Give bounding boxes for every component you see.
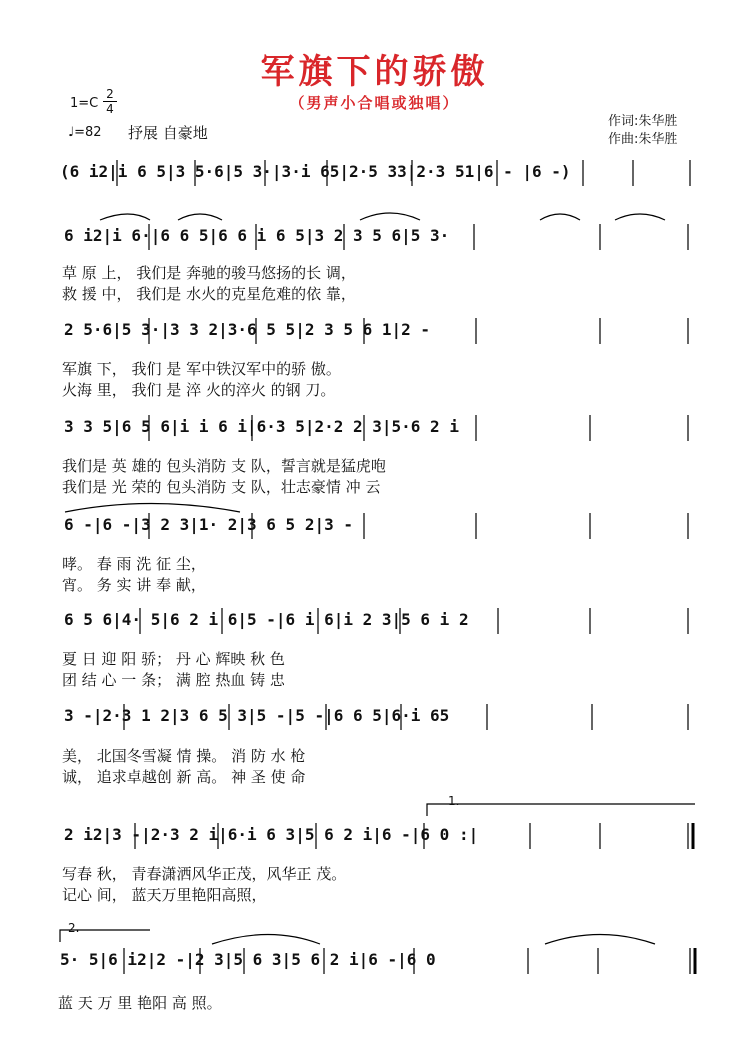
lyricist-credit: 作词:朱华胜 [608, 114, 678, 129]
volta-1-label: 1. [448, 794, 460, 808]
composer-credit: 作曲:朱华胜 [608, 132, 678, 147]
tempo-marking: ♩=82 [68, 125, 102, 140]
score-line-8-notes: 5· 5|6 i2|2 -|2 3|5 6 3|5 6 2 i|6 -|6 0 [60, 950, 436, 969]
score-line-8-lyric-1: 蓝 天 万 里 艳阳 高 照。 [58, 994, 222, 1012]
score-line-3-notes: 3 3 5|6 5 6|i i 6 i|6·3 5|2·2 2 3|5·6 2 i [64, 417, 459, 436]
score-line-5-notes: 6 5 6|4· 5|6 2 i 6|5 -|6 i 6|i 2 3|5 6 i 2 [64, 610, 469, 629]
key-signature: 1=C [70, 96, 99, 111]
time-bottom: 4 [103, 101, 117, 116]
score-line-1-notes: 6 i2|i 6·|6 6 5|6 6 i 6 5|3 2 3 5 6|5 3· [64, 226, 450, 245]
score-line-7-notes: 2 i2|3 -|2·3 2 i|6·i 6 3|5 6 2 i|6 -|6 0 :| [64, 825, 479, 844]
score-line-3-lyric-2: 我们是 光 荣的 包头消防 支 队，壮志豪情 冲 云 [62, 478, 381, 496]
score-line-6-lyric-2: 诚， 追求卓越创 新 高。 神 圣 使 命 [62, 768, 306, 786]
score-line-7-lyric-2: 记心 间， 蓝天万里艳阳高照， [62, 886, 267, 904]
score-line-2-notes: 2 5·6|5 3·|3 3 2|3·6 5 5|2 3 5 6 1|2 - [64, 320, 431, 339]
score-line-0-notes: (6 i2|i 6 5|3 5·6|5 3·|3·i 65|2·5 33|2·3 51|6 - |6 -) [60, 162, 571, 181]
song-title: 军旗下的骄傲 [260, 52, 489, 92]
score-line-6-notes: 3 -|2·3 1 2|3 6 5 3|5 -|5 -|6 6 5|6·i 65 [64, 706, 450, 725]
score-line-5-lyric-1: 夏 日 迎 阳 骄； 丹 心 辉映 秋 色 [62, 650, 285, 668]
volta-2-label: 2. [68, 921, 80, 935]
score-line-4-lyric-1: 哮。 春 雨 洗 征 尘， [62, 555, 206, 573]
expression-marking: 抒展 自豪地 [128, 124, 208, 142]
score-line-5-lyric-2: 团 结 心 一 条； 满 腔 热血 铸 忠 [62, 671, 285, 689]
score-line-4-lyric-2: 宵。 务 实 讲 奉 献， [62, 576, 206, 594]
score-line-3-lyric-1: 我们是 英 雄的 包头消防 支 队，誓言就是猛虎咆 [62, 457, 386, 475]
score-line-2-lyric-1: 军旗 下， 我们 是 军中铁汉军中的骄 傲。 [62, 360, 341, 378]
score-line-1-lyric-2: 救 援 中， 我们是 水火的克星危难的依 靠， [62, 285, 356, 303]
time-top: 2 [106, 87, 114, 101]
score-line-6-lyric-1: 美， 北国冬雪凝 情 操。 消 防 水 枪 [62, 747, 306, 765]
score-line-7-lyric-1: 写春 秋， 青春潇洒风华正茂，风华正 茂。 [62, 865, 347, 883]
score-line-4-notes: 6 -|6 -|3 2 3|1· 2|3 6 5 2|3 - [64, 515, 353, 534]
score-line-2-lyric-2: 火海 里， 我们 是 淬 火的淬火 的钢 刀。 [62, 381, 336, 399]
song-subtitle: （男声小合唱或独唱） [289, 94, 460, 112]
score-line-1-lyric-1: 草 原 上， 我们是 奔驰的骏马悠扬的长 调， [62, 264, 356, 282]
